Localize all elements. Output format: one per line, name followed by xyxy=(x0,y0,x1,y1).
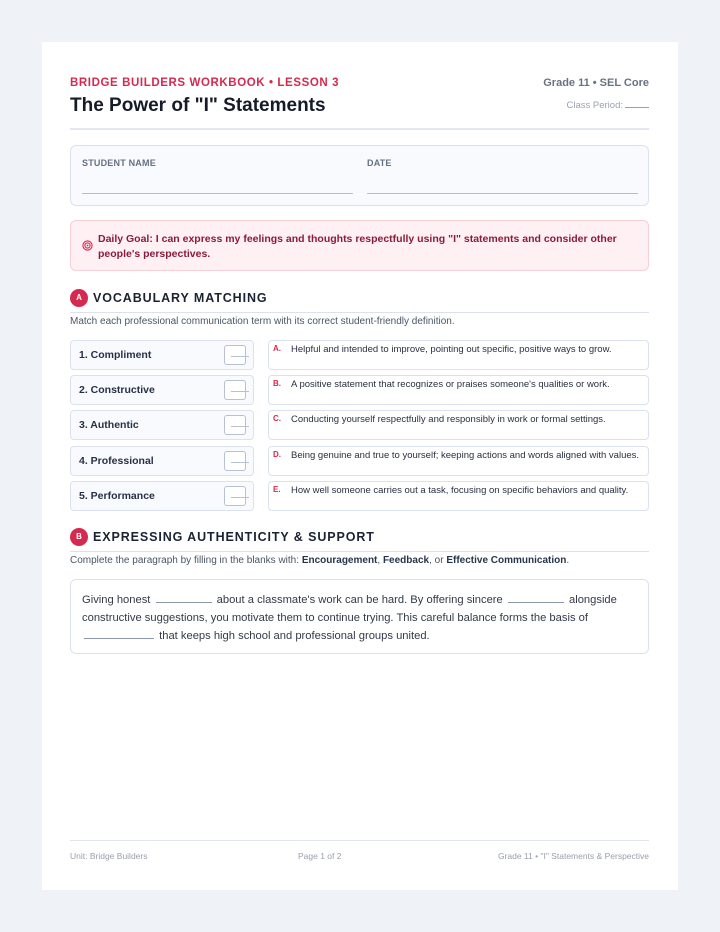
term-label: 1. Compliment xyxy=(79,349,152,361)
student-info-box xyxy=(70,145,649,206)
class-period xyxy=(567,99,650,111)
answer-box[interactable] xyxy=(224,380,246,400)
cloze-text-segment: about a classmate's work can be hard. By offering sincere xyxy=(216,594,503,606)
section-a-title: VOCABULARY MATCHING xyxy=(93,291,268,305)
footer-unit: Unit: Bridge Builders xyxy=(70,851,148,861)
answer-box[interactable] xyxy=(224,345,246,365)
definition-text: A positive statement that recognizes or praises someone's qualities or work. xyxy=(291,379,610,390)
word-bank-end: . xyxy=(566,555,570,566)
grade-label: Grade 11 • SEL Core xyxy=(543,77,649,89)
cloze-paragraph xyxy=(82,591,638,646)
definition-item xyxy=(268,340,649,370)
footer-page-number: Page 1 of 2 xyxy=(298,851,342,861)
section-b-description xyxy=(70,555,569,566)
section-b-instructions: Complete the paragraph by filling in the blanks with: xyxy=(70,555,300,566)
term-item xyxy=(70,375,254,405)
page-footer xyxy=(70,840,649,860)
class-period-label: Class Period: xyxy=(566,100,623,111)
answer-box-line xyxy=(231,356,249,357)
section-b-title: EXPRESSING AUTHENTICITY & SUPPORT xyxy=(93,530,375,544)
term-item xyxy=(70,481,254,511)
cloze-text-segment: alongside constructive suggestions, you motivate them to continue trying. This careful balance forms the basis of xyxy=(82,594,617,624)
definition-item xyxy=(268,446,649,476)
definition-letter: D. xyxy=(273,450,281,459)
class-period-blank[interactable] xyxy=(625,99,649,108)
student-name-line[interactable] xyxy=(82,193,353,194)
page-title: The Power of "I" Statements xyxy=(70,95,326,116)
fill-in-blank[interactable] xyxy=(156,591,212,603)
cloze-paragraph-box xyxy=(70,579,649,654)
term-label: 5. Performance xyxy=(79,490,155,502)
section-b-badge: B xyxy=(70,528,88,546)
term-label: 2. Constructive xyxy=(79,384,155,396)
word-bank-item: Effective Communication xyxy=(446,555,567,566)
answer-box-line xyxy=(231,426,249,427)
section-a-badge: A xyxy=(70,289,88,307)
answer-box-line xyxy=(231,462,249,463)
footer-lesson-info: Grade 11 • "I" Statements & Perspective xyxy=(497,851,649,861)
definition-item xyxy=(268,410,649,440)
date-label: DATE xyxy=(367,158,392,168)
daily-goal-banner xyxy=(70,220,649,271)
answer-box[interactable] xyxy=(224,486,246,506)
section-a-header xyxy=(70,289,649,313)
answer-box[interactable] xyxy=(224,415,246,435)
cloze-text-segment: that keeps high school and professional groups united. xyxy=(159,630,430,642)
definition-text: Being genuine and true to yourself; keeping actions and words aligned with values. xyxy=(291,450,640,461)
word-bank-item: Feedback xyxy=(382,555,430,566)
term-item xyxy=(70,446,254,476)
definition-letter: C. xyxy=(273,414,281,423)
definition-item xyxy=(268,375,649,405)
fill-in-blank[interactable] xyxy=(84,627,154,639)
student-name-label: STUDENT NAME xyxy=(82,158,156,168)
word-bank-separator: , xyxy=(377,555,381,566)
cloze-text-segment: Giving honest xyxy=(82,594,151,606)
definition-letter: B. xyxy=(273,379,281,388)
term-label: 3. Authentic xyxy=(79,419,139,431)
answer-box-line xyxy=(231,391,249,392)
daily-goal-text: Daily Goal: I can express my feelings and thoughts respectfully using "I" statements and consider other people's perspectives. xyxy=(98,233,617,260)
definition-item xyxy=(268,481,649,511)
date-line[interactable] xyxy=(367,193,638,194)
word-bank-item: Encouragement xyxy=(301,555,378,566)
term-item xyxy=(70,340,254,370)
workbook-lesson-label: BRIDGE BUILDERS WORKBOOK • LESSON 3 xyxy=(70,77,340,89)
answer-box[interactable] xyxy=(224,451,246,471)
definition-text: How well someone carries out a task, focusing on specific behaviors and quality. xyxy=(291,485,629,496)
section-b-header xyxy=(70,528,649,552)
worksheet-page xyxy=(42,42,678,890)
answer-box-line xyxy=(231,497,249,498)
term-item xyxy=(70,410,254,440)
word-bank-separator: , or xyxy=(429,555,444,566)
target-icon xyxy=(82,240,93,251)
section-a-description: Match each professional communication term with its correct student-friendly definition. xyxy=(70,316,455,327)
definition-text: Conducting yourself respectfully and responsibly in work or formal settings. xyxy=(291,414,606,425)
definition-letter: A. xyxy=(273,344,281,353)
term-label: 4. Professional xyxy=(79,455,154,467)
definition-letter: E. xyxy=(273,485,281,494)
definition-text: Helpful and intended to improve, pointing out specific, positive ways to grow. xyxy=(291,344,612,355)
worksheet-header xyxy=(70,42,649,130)
fill-in-blank[interactable] xyxy=(508,591,564,603)
